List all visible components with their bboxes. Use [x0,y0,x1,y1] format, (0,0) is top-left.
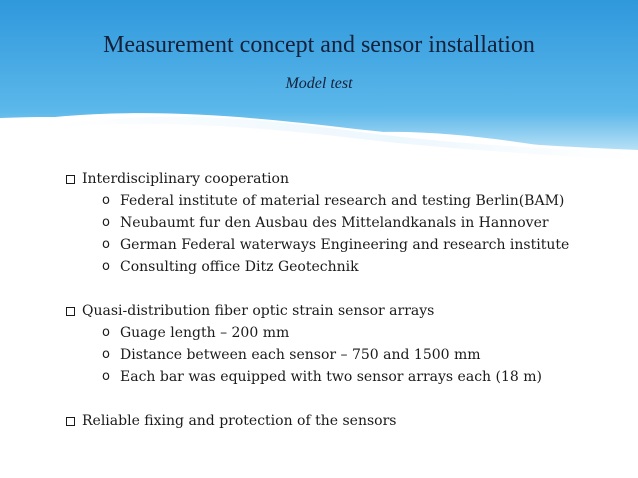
circle-bullet-icon: o [102,259,110,274]
circle-bullet-icon: o [102,369,110,384]
list-item [66,366,626,388]
list-item-text: Distance between each sensor – 750 and 1500 mm [120,347,481,363]
list-item-text: German Federal waterways Engineering and research institute [120,237,570,253]
circle-bullet-icon: o [102,215,110,230]
list-item [66,344,626,366]
slide-subtitle: Model test [285,75,353,92]
list-item-text: Consulting office Ditz Geotechnik [120,259,359,275]
section-cooperation [66,168,626,278]
section-heading-text: Quasi-distribution fiber optic strain sensor arrays [82,303,435,319]
section-heading [66,300,626,322]
bullet-content [66,168,626,454]
slide-title: Measurement concept and sensor installation [103,32,535,58]
section-heading-text: Reliable fixing and protection of the sensors [82,413,397,429]
section-fixing [66,410,626,432]
circle-bullet-icon: o [102,325,110,340]
list-item [66,234,626,256]
section-sensor-arrays [66,300,626,388]
list-item [66,190,626,212]
list-item [66,322,626,344]
square-bullet-icon [66,307,75,316]
circle-bullet-icon: o [102,237,110,252]
section-heading-text: Interdisciplinary cooperation [82,171,289,187]
circle-bullet-icon: o [102,193,110,208]
circle-bullet-icon: o [102,347,110,362]
list-item [66,212,626,234]
list-item-text: Federal institute of material research and testing Berlin(BAM) [120,193,565,209]
list-item-text: Neubaumt fur den Ausbau des Mittelandkanals in Hannover [120,215,549,231]
square-bullet-icon [66,175,75,184]
square-bullet-icon [66,417,75,426]
sub-list [66,322,626,388]
list-item-text: Guage length – 200 mm [120,325,290,341]
sub-list [66,190,626,278]
section-heading [66,168,626,190]
list-item-text: Each bar was equipped with two sensor arrays each (18 m) [120,369,542,385]
list-item [66,256,626,278]
section-heading [66,410,626,432]
